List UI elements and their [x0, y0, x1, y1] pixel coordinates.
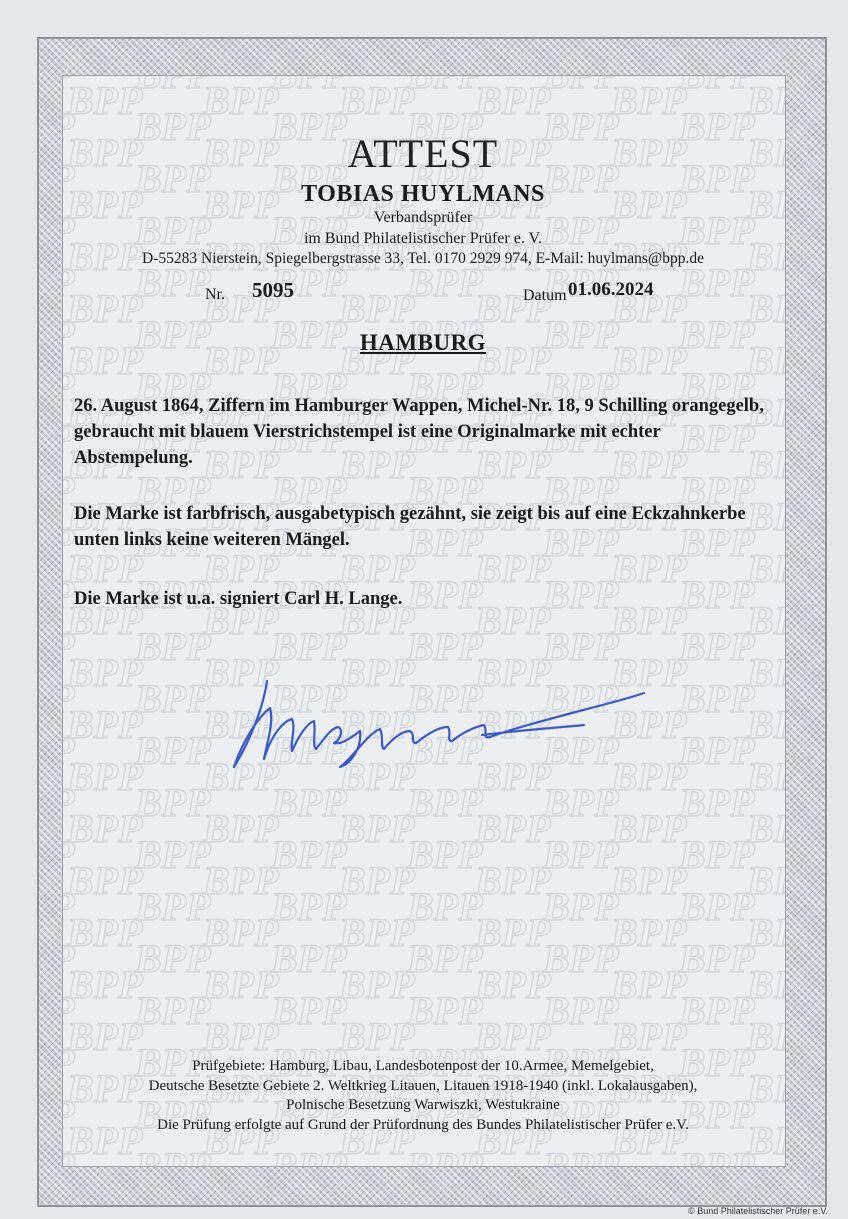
- footer-line: Polnische Besetzung Warwiszki, Westukraine: [286, 1097, 560, 1113]
- footer: [62, 1057, 784, 1135]
- signed-paragraph: Die Marke ist u.a. signiert Carl H. Lange.: [74, 589, 403, 609]
- footer-line: Prüfgebiete: Hamburg, Libau, Landesbotenpost der 10.Armee, Memelgebiet,: [192, 1058, 654, 1074]
- address: D-55283 Nierstein, Spiegelbergstrasse 33, Tel. 0170 2929 974, E-Mail: huylmans@bpp.de: [142, 250, 704, 267]
- examiner-name: TOBIAS HUYLMANS: [301, 181, 545, 207]
- certificate-content: [62, 75, 784, 1165]
- condition-paragraph: Die Marke ist farbfrisch, ausgabetypisch gezähnt, sie zeigt bis auf eine Eckzahnkerbe unten links keine weiteren Mängel.: [74, 504, 746, 550]
- number-value: 5095: [252, 278, 294, 302]
- association: im Bund Philatelistischer Prüfer e. V.: [303, 230, 543, 247]
- description-paragraph: 26. August 1864, Ziffern im Hamburger Wappen, Michel-Nr. 18, 9 Schilling orangegelb, gebraucht mit blauem Vierstrichstempel ist eine Originalmarke mit echter Abstempelung.: [74, 396, 764, 468]
- examiner-role: Verbandsprüfer: [373, 209, 473, 226]
- number-label: Nr.: [205, 286, 225, 303]
- date-value: 01.06.2024: [568, 279, 654, 300]
- copyright-notice: © Bund Philatelistischer Prüfer e.V.: [688, 1206, 828, 1216]
- page-title: ATTEST: [347, 131, 499, 176]
- footer-line: Deutsche Besetzte Gebiete 2. Weltkrieg Litauen, Litauen 1918-1940 (inkl. Lokalausgaben),: [148, 1077, 698, 1094]
- date-label: Datum: [523, 287, 567, 304]
- region-heading: HAMBURG: [359, 330, 487, 355]
- handwritten-signature: [212, 663, 652, 773]
- footer-line: Die Prüfung erfolgte auf Grund der Prüfordnung des Bundes Philatelistischer Prüfer e.V.: [157, 1116, 689, 1133]
